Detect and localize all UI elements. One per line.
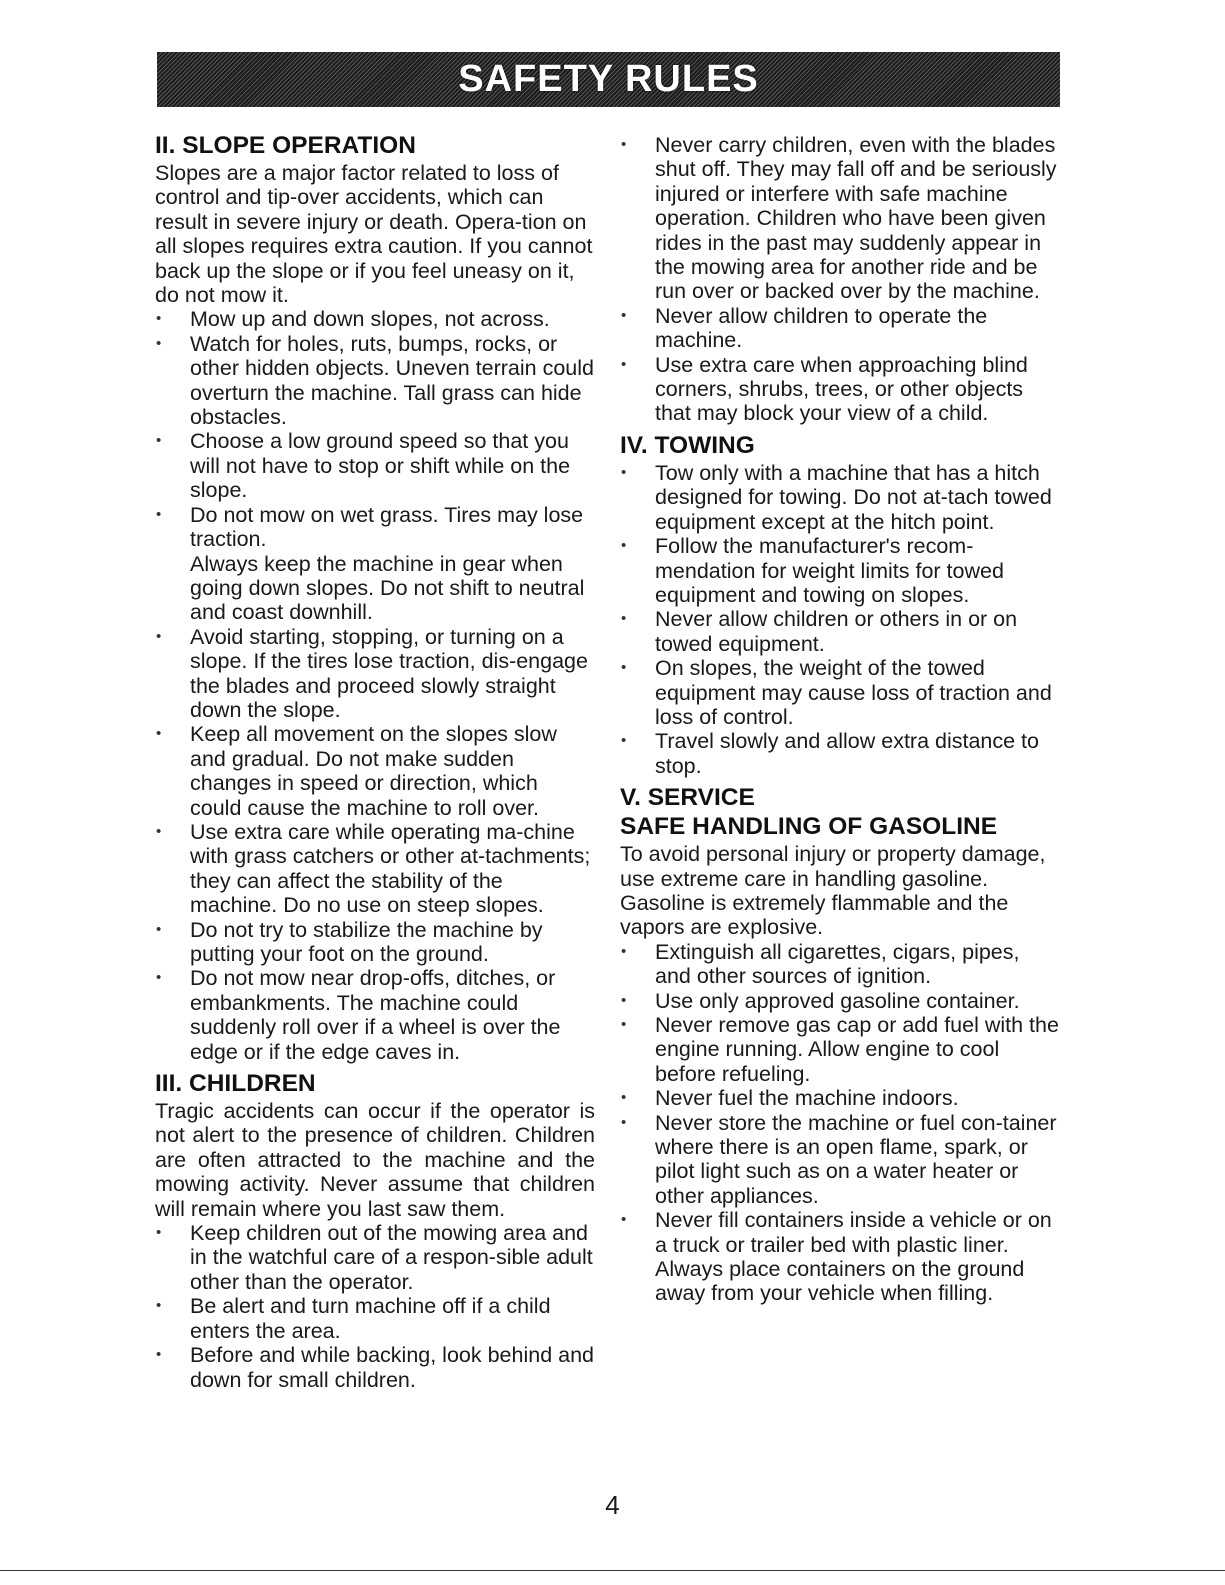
header-banner: [157, 52, 1060, 107]
page-bottom-rule: [0, 1570, 1225, 1571]
list-item: • Use extra care when approaching blind corners, shrubs, trees, or other objects that may block your view of a child.: [620, 353, 1060, 426]
slope-intro: Slopes are a major factor related to loss of control and tip-over accidents, which can result in severe injury or death. Opera-tion on all slopes requires extra caution. If you cannot back up the slope or if you feel uneasy on it, do not mow it.: [155, 161, 593, 308]
list-item: • Keep children out of the mowing area and in the watchful care of a respon-sible adult other than the operator.: [155, 1221, 595, 1294]
section-heading-slope-operation: II. SLOPE OPERATION: [155, 132, 416, 159]
right-column: [620, 133, 1060, 1306]
section-heading-towing: IV. TOWING: [620, 431, 755, 459]
list-item: • Use only approved gasoline container.: [620, 989, 1060, 1013]
list-item: • Do not try to stabilize the machine by putting your foot on the ground.: [155, 918, 595, 967]
section-heading-children: III. CHILDREN: [155, 1070, 316, 1098]
section-heading-service: V. SERVICE: [620, 784, 755, 812]
list-item: • Follow the manufacturer's recom-mendation for weight limits for towed equipment and towing on slopes.: [620, 534, 1060, 607]
left-column: [155, 132, 595, 1392]
list-item: Always keep the machine in gear when going down slopes. Do not shift to neutral and coast downhill.: [190, 551, 585, 625]
towing-bullet-list: [620, 461, 1060, 778]
list-item: • On slopes, the weight of the towed equipment may cause loss of traction and loss of control.: [620, 656, 1060, 729]
list-item: • Never carry children, even with the blades shut off. They may fall off and be seriously injured or interfere with safe machine operation. Children who have been given rides in the past may suddenly appear in the mowing area for another ride and be run over or backed over by the machine.: [620, 133, 1060, 304]
children-bullet-list: [155, 1221, 595, 1392]
list-item: • Watch for holes, ruts, bumps, rocks, or other hidden objects. Uneven terrain could overturn the machine. Tall grass can hide obstacles.: [155, 332, 595, 430]
list-item: • Extinguish all cigarettes, cigars, pipes, and other sources of ignition.: [620, 940, 1060, 989]
list-item: • Mow up and down slopes, not across.: [155, 307, 595, 331]
slope-bullet-list: [155, 307, 595, 1064]
page-number: 4: [605, 1490, 620, 1520]
service-bullet-list: [620, 940, 1060, 1306]
list-item: • Never fill containers inside a vehicle or on a truck or trailer bed with plastic liner. Always place containers on the ground away from your vehicle when filling.: [620, 1208, 1060, 1306]
children-bullet-list-continued: [620, 133, 1060, 426]
service-intro: To avoid personal injury or property damage, use extreme care in handling gasoline. Gasoline is extremely flammable and the vapors are explosive.: [620, 842, 1046, 940]
children-intro: Tragic accidents can occur if the operator is not alert to the presence of children. Children are often attracted to the machine and the mowing activity. Never assume that children will remain where you last saw them.: [155, 1099, 595, 1221]
subheading-safe-handling-gasoline: SAFE HANDLING OF GASOLINE: [620, 813, 998, 841]
list-item: • Travel slowly and allow extra distance to stop.: [620, 729, 1060, 778]
list-item: • Before and while backing, look behind and down for small children.: [155, 1343, 595, 1392]
list-item: • Never allow children to operate the machine.: [620, 304, 1060, 353]
list-item: • Do not mow on wet grass. Tires may lose traction.: [155, 503, 595, 552]
list-item: • Be alert and turn machine off if a child enters the area.: [155, 1294, 595, 1343]
list-item: • Tow only with a machine that has a hitch designed for towing. Do not at-tach towed equipment except at the hitch point.: [620, 461, 1060, 534]
list-item: • Never fuel the machine indoors.: [620, 1086, 1060, 1110]
list-item: • Do not mow near drop-offs, ditches, or embankments. The machine could suddenly roll over if a wheel is over the edge or if the edge caves in.: [155, 966, 595, 1064]
list-item: • Choose a low ground speed so that you will not have to stop or shift while on the slope.: [155, 429, 595, 502]
list-item: • Never remove gas cap or add fuel with the engine running. Allow engine to cool before refueling.: [620, 1013, 1060, 1086]
list-item: • Never store the machine or fuel con-tainer where there is an open flame, spark, or pilot light such as on a water heater or other appliances.: [620, 1111, 1060, 1209]
list-item: • Avoid starting, stopping, or turning on a slope. If the tires lose traction, dis-engage the blades and proceed slowly straight down the slope.: [155, 625, 595, 723]
list-item: • Never allow children or others in or on towed equipment.: [620, 607, 1060, 656]
list-item: • Keep all movement on the slopes slow and gradual. Do not make sudden changes in speed or direction, which could cause the machine to roll over.: [155, 722, 595, 820]
list-item: • Use extra care while operating ma-chine with grass catchers or other at-tachments; they can affect the stability of the machine. Do no use on steep slopes.: [155, 820, 595, 918]
page-title: SAFETY RULES: [458, 58, 759, 100]
